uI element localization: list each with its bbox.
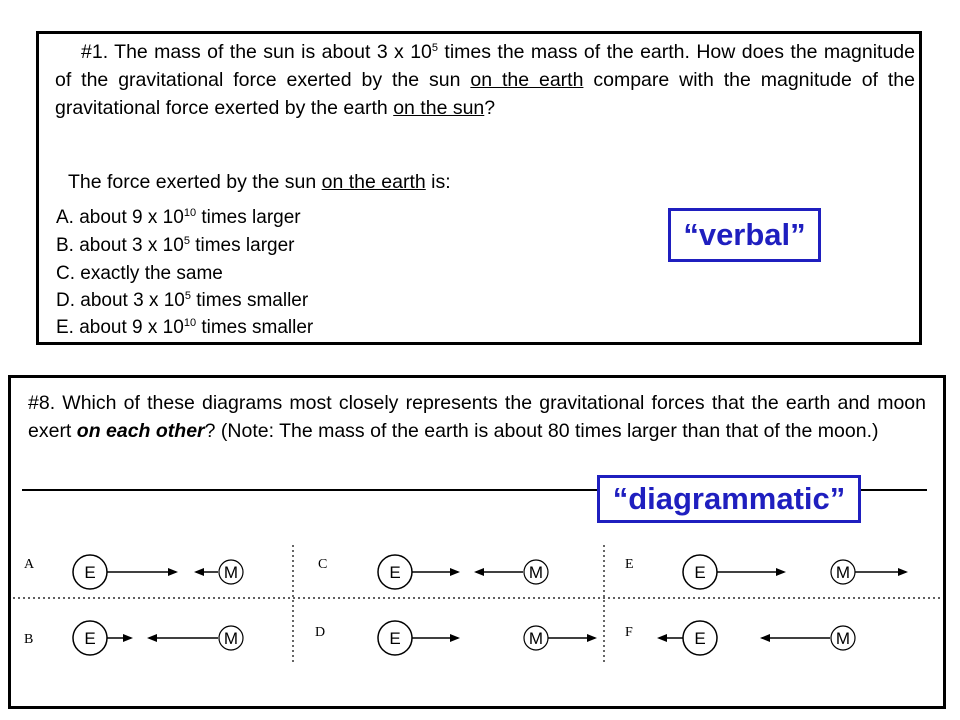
moon-label: M	[223, 629, 239, 648]
panel-letter-f: F	[625, 625, 633, 640]
underlined-phrase: on the earth	[470, 69, 584, 91]
question-8-text: #8. Which of these diagrams most closely represents the gravitational forces that the earth and moon exert on each other? (Note: The mass of the earth is about 80 times larger than that of the moon.)	[28, 392, 926, 442]
panel-letter-e: E	[625, 557, 634, 572]
emphasis: on each other	[76, 420, 205, 442]
option-b[interactable]: B. about 3 x $10^5$ times larger	[56, 235, 295, 256]
earth-label: E	[694, 563, 706, 582]
moon-label: M	[835, 629, 851, 648]
option-c[interactable]: C. exactly the same	[56, 263, 223, 284]
option-d[interactable]: D. about 3 x $10^5$ times smaller	[56, 290, 309, 311]
moon-label: M	[835, 563, 851, 582]
earth-label: E	[84, 563, 96, 582]
question-1-prompt: The force exerted by the sun on the earth is:	[68, 171, 451, 193]
moon-label: M	[223, 563, 239, 582]
verbal-tag: “verbal”	[668, 208, 821, 262]
earth-label: E	[389, 563, 401, 582]
option-a[interactable]: A. about 9 x $10^{10}$ times larger	[56, 207, 301, 228]
earth-label: E	[694, 629, 706, 648]
moon-label: M	[528, 629, 544, 648]
question-1-text: #1. The mass of the sun is about 3 x $10^5$ times the mass of the earth. How does the magnitude of the gravitational force exerted by the sun on the earth compare with the magnitude of the gravitational force exerted by the earth on the sun?	[55, 41, 915, 119]
option-e[interactable]: E. about 9 x $10^{10}$ times smaller	[56, 317, 314, 338]
earth-label: E	[389, 629, 401, 648]
panel-letter-c: C	[318, 557, 328, 572]
underlined-phrase: on the sun	[393, 97, 485, 119]
earth-label: E	[84, 629, 96, 648]
panel-letter-a: A	[24, 557, 35, 572]
exponent: 5	[431, 42, 439, 54]
diagrammatic-tag: “diagrammatic”	[597, 475, 861, 523]
panel-letter-b: B	[24, 632, 34, 647]
moon-label: M	[528, 563, 544, 582]
panel-letter-d: D	[315, 625, 326, 640]
